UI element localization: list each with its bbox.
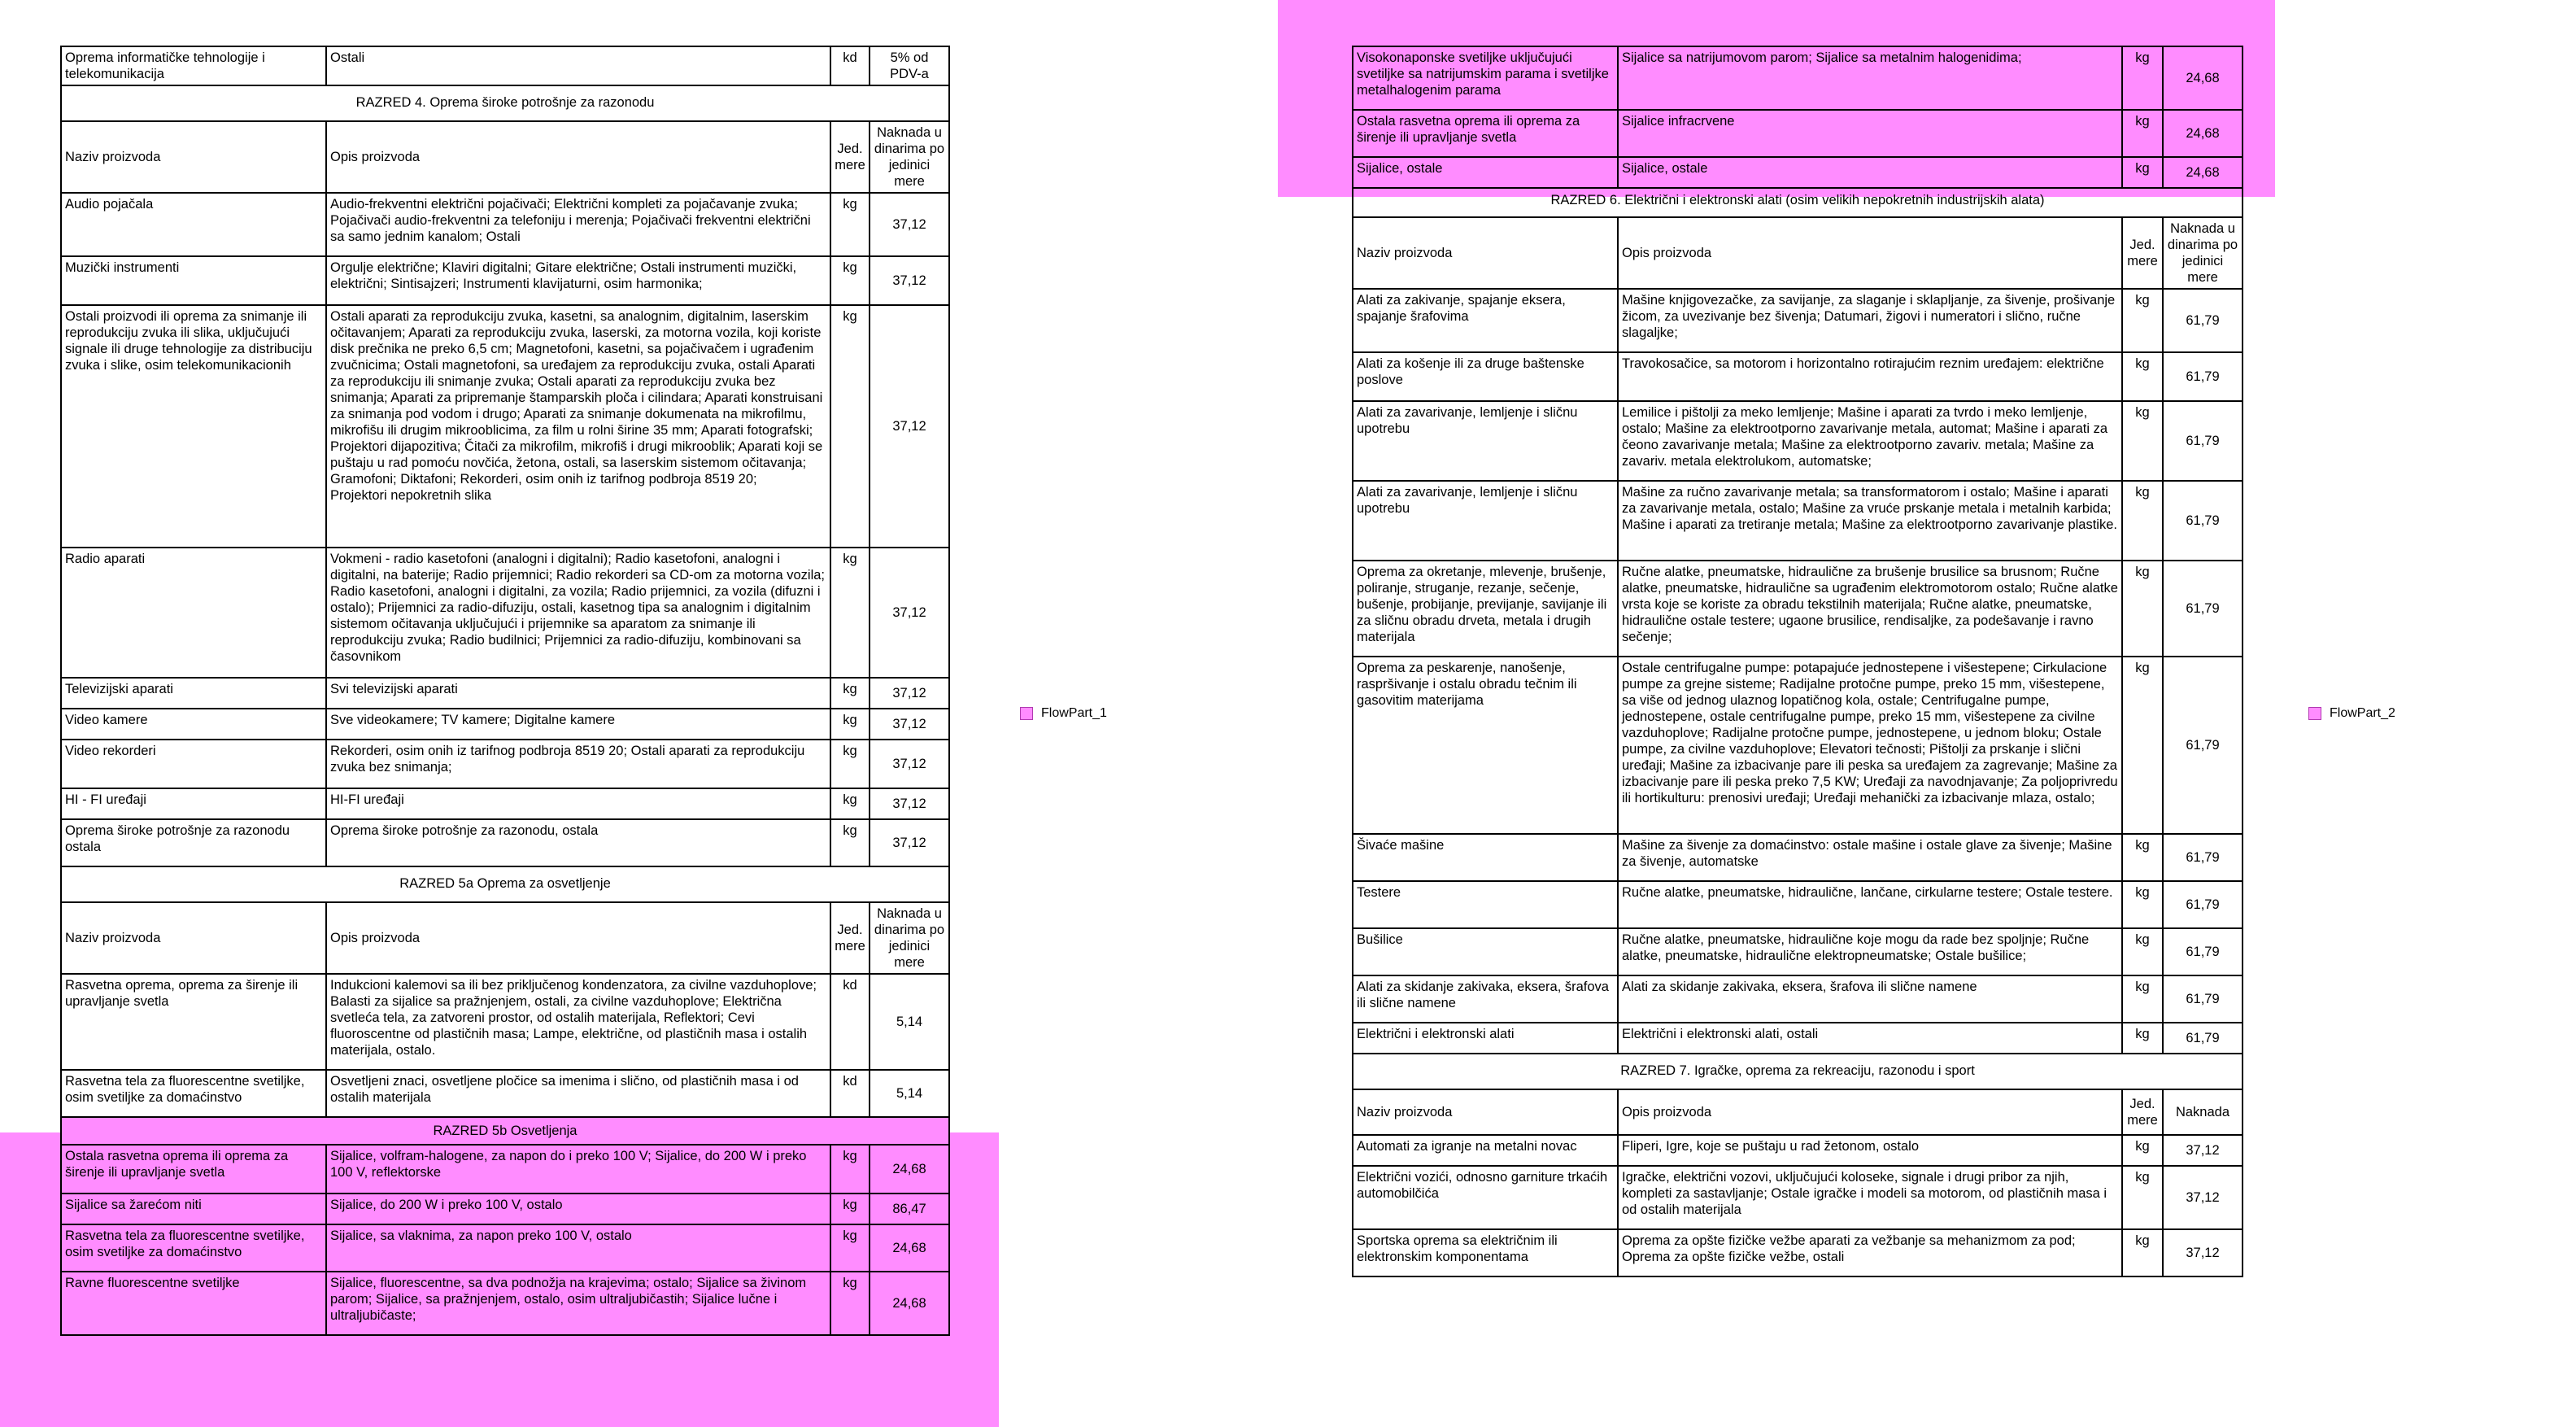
product-desc: Alati za skidanje zakivaka, eksera, šrafova ili slične namene <box>1618 975 2122 1023</box>
product-name: Oprema za okretanje, mlevenje, brušenje, poliranje, struganje, rezanje, sečenje, bušenje, probijanje, previjanje, savijanje ili za sličnu obradu drveta, metala i drugih materijala <box>1353 561 1618 657</box>
product-desc: Sijalice, do 200 W i preko 100 V, ostalo <box>326 1194 830 1224</box>
product-unit: kg <box>2122 881 2163 928</box>
header-desc: Opis proizvoda <box>326 121 830 193</box>
header-unit: Jed. mere <box>2122 217 2163 289</box>
product-name: Sijalice, ostale <box>1353 157 1618 188</box>
table-row <box>61 819 949 866</box>
section-title: RAZRED 5b Osvetljenja <box>61 1117 949 1145</box>
product-desc: Rekorderi, osim onih iz tarifnog podbroja 8519 20; Ostali aparati za reprodukciju zvuka bez snimanja; <box>326 740 830 788</box>
header-row <box>61 121 949 193</box>
product-unit: kg <box>2122 157 2163 188</box>
product-desc: Svi televizijski aparati <box>326 678 830 709</box>
product-unit: kg <box>2122 975 2163 1023</box>
section-title: RAZRED 7. Igračke, oprema za rekreaciju, razonodu i sport <box>1353 1054 2243 1089</box>
product-unit: kg <box>830 788 870 819</box>
header-name: Naziv proizvoda <box>61 902 326 974</box>
right-page <box>1352 46 2242 1277</box>
right-page-table <box>1352 46 2243 1277</box>
product-unit: kd <box>830 974 870 1070</box>
product-fee: 61,79 <box>2163 289 2243 352</box>
product-unit: kg <box>2122 1166 2163 1229</box>
product-name: Ostala rasvetna oprema ili oprema za širenje ili upravljanje svetla <box>1353 110 1618 157</box>
product-fee: 37,12 <box>870 740 949 788</box>
header-unit: Jed. mere <box>2122 1089 2163 1135</box>
product-name: Sijalice sa žarećom niti <box>61 1194 326 1224</box>
product-name: HI - FI uređaji <box>61 788 326 819</box>
table-row <box>1353 401 2243 481</box>
legend-swatch <box>1020 707 1033 720</box>
product-name: Muzički instrumenti <box>61 256 326 305</box>
product-desc: Indukcioni kalemovi sa ili bez priključenog kondenzatora, za civilne vazduhoplove; Balasti za sijalice sa pražnjenjem, ostali, za civilne vazduhoplove; Električna svetleća tela, za zatvoreni prostor, od ostalih materijala, Reflektori; Cevi fluoroscentne od plastičnih masa; Lampe, električne, od plastičnih masa i ostalih materijala, ostalo. <box>326 974 830 1070</box>
product-unit: kg <box>2122 46 2163 110</box>
table-row <box>61 709 949 740</box>
product-fee: 37,12 <box>870 678 949 709</box>
product-name: Video rekorderi <box>61 740 326 788</box>
product-desc: Oprema za opšte fizičke vežbe aparati za vežbanje sa mehanizmom za pod; Oprema za opšte fizičke vežbe, ostali <box>1618 1229 2122 1276</box>
product-unit: kd <box>830 1070 870 1117</box>
product-unit: kg <box>830 548 870 678</box>
table-row <box>61 678 949 709</box>
header-name: Naziv proizvoda <box>1353 217 1618 289</box>
product-unit: kg <box>2122 1229 2163 1276</box>
product-desc: Lemilice i pištolji za meko lemljenje; Mašine i aparati za tvrdo i meko lemljenje, ostalo; Mašine za elektrootporno zavarivanje metala, automat; Mašine i aparati za čeono zavarivanje metala; Mašine za elektrootporno zavariv. metala; Mašine za zavariv. metala elektrolukom, automatske; <box>1618 401 2122 481</box>
legend-flowpart-1 <box>1020 706 1107 721</box>
product-desc: Igračke, električni vozovi, uključujući koloseke, signale i drugi pribor za njih, kompleti za sastavljanje; Ostale igračke i modeli sa motorom, od plastičnih masa i od ostalih materijala <box>1618 1166 2122 1229</box>
product-fee: 37,12 <box>870 788 949 819</box>
product-fee: 37,12 <box>870 709 949 740</box>
table-row <box>61 1224 949 1272</box>
table-row <box>1353 46 2243 110</box>
product-fee: 61,79 <box>2163 352 2243 401</box>
product-desc: HI-FI uređaji <box>326 788 830 819</box>
product-desc: Audio-frekventni električni pojačivači; Električni kompleti za pojačavanje zvuka; Pojačivači audio-frekventni za telefoniju i merenja; Pojačivači frekventni električni sa samo jednim kanalom; Ostali <box>326 193 830 256</box>
table-row <box>61 256 949 305</box>
table-row <box>1353 289 2243 352</box>
product-fee: 24,68 <box>2163 157 2243 188</box>
product-unit: kg <box>830 305 870 548</box>
table-row <box>1353 157 2243 188</box>
product-desc: Ručne alatke, pneumatske, hidraulične za brušenje brusilice sa brusnom; Ručne alatke, pneumatske, hidraulične sa ugrađenim elektromotorom ostalo; Ručne alatke vrsta koje se koriste za obradu tekstilnih materijala; Ručne alatke, pneumatske, hidraulične ostale testere; ugaone brusilice, rendisaljke, za podešavanje i ravno sečenje; <box>1618 561 2122 657</box>
product-fee: 61,79 <box>2163 561 2243 657</box>
product-desc: Mašine knjigovezačke, za savijanje, za slaganje i sklapljanje, za šivenje, prošivanje žicom, za uvezivanje bez šivenja; Datumari, žigovi i numeratori i slično, ručne slagaljke; <box>1618 289 2122 352</box>
product-desc: Fliperi, Igre, koje se puštaju u rad žetonom, ostalo <box>1618 1135 2122 1166</box>
product-desc: Ručne alatke, pneumatske, hidraulične, lančane, cirkularne testere; Ostale testere. <box>1618 881 2122 928</box>
table-row <box>61 46 949 85</box>
product-fee: 86,47 <box>870 1194 949 1224</box>
product-desc: Sijalice, fluorescentne, sa dva podnožja na krajevima; ostalo; Sijalice sa živinom parom; Sijalice, sa pražnjenjem, ostalo, osim ultraljubičastih; Sijalice lučne i ultraljubičaste; <box>326 1272 830 1335</box>
product-fee: 5,14 <box>870 974 949 1070</box>
product-unit: kg <box>830 193 870 256</box>
product-unit: kg <box>2122 834 2163 881</box>
product-name: Automati za igranje na metalni novac <box>1353 1135 1618 1166</box>
product-unit: kg <box>830 256 870 305</box>
product-desc: Travokosačice, sa motorom i horizontalno rotirajućim reznim uređajem: električne <box>1618 352 2122 401</box>
product-desc <box>326 305 830 548</box>
header-fee: Naknada u dinarima po jedinici mere <box>870 902 949 974</box>
product-unit: kg <box>830 819 870 866</box>
product-desc: Sijalice, volfram-halogene, za napon do i preko 100 V; Sijalice, do 200 W i preko 100 V, reflektorske <box>326 1145 830 1194</box>
header-unit: Jed. mere <box>830 902 870 974</box>
header-row <box>61 902 949 974</box>
product-unit: kg <box>830 709 870 740</box>
product-unit: kg <box>830 1145 870 1194</box>
left-page-table <box>60 46 950 1336</box>
product-desc: Oprema široke potrošnje za razonodu, ostala <box>326 819 830 866</box>
legend-label: FlowPart_2 <box>2330 706 2395 720</box>
product-unit: kg <box>2122 289 2163 352</box>
section-title: RAZRED 4. Oprema široke potrošnje za razonodu <box>61 85 949 121</box>
section-title: RAZRED 5a Oprema za osvetljenje <box>61 866 949 902</box>
product-unit: kg <box>830 1194 870 1224</box>
product-name: Oprema informatičke tehnologije i telekomunikacija <box>61 46 326 85</box>
product-name: Alati za košenje ili za druge baštenske poslove <box>1353 352 1618 401</box>
product-desc: Ručne alatke, pneumatske, hidraulične koje mogu da rade bez spoljnje; Ručne alatke, pneumatske, hidraulične elektropneumatske; Ostale bušilice; <box>1618 928 2122 975</box>
table-row <box>61 1145 949 1194</box>
product-fee: 37,12 <box>2163 1229 2243 1276</box>
table-row <box>1353 881 2243 928</box>
table-row <box>1353 561 2243 657</box>
header-row <box>1353 217 2243 289</box>
product-fee: 37,12 <box>870 819 949 866</box>
product-name: Sportska oprema sa električnim ili elektronskim komponentama <box>1353 1229 1618 1276</box>
product-fee: 24,68 <box>2163 46 2243 110</box>
product-fee: 5% od PDV-a <box>870 46 949 85</box>
product-desc: Sijalice infracrvene <box>1618 110 2122 157</box>
table-row <box>1353 481 2243 561</box>
product-fee: 24,68 <box>870 1145 949 1194</box>
product-fee: 61,79 <box>2163 975 2243 1023</box>
table-row <box>1353 657 2243 834</box>
table-row <box>61 305 949 548</box>
product-name: Električni vozići, odnosno garniture trkaćih automobilčića <box>1353 1166 1618 1229</box>
header-name: Naziv proizvoda <box>1353 1089 1618 1135</box>
header-name: Naziv proizvoda <box>61 121 326 193</box>
product-fee: 61,79 <box>2163 1023 2243 1054</box>
header-row <box>1353 1089 2243 1135</box>
product-fee: 24,68 <box>2163 110 2243 157</box>
table-row <box>1353 1135 2243 1166</box>
product-name: Visokonaponske svetiljke uključujući svetiljke sa natrijumskim parama i svetiljke metalhalogenim parama <box>1353 46 1618 110</box>
table-row <box>61 193 949 256</box>
product-fee: 24,68 <box>870 1272 949 1335</box>
product-desc: Sijalice, ostale <box>1618 157 2122 188</box>
table-row <box>61 1070 949 1117</box>
product-fee: 61,79 <box>2163 401 2243 481</box>
product-name: Televizijski aparati <box>61 678 326 709</box>
product-name: Ostala rasvetna oprema ili oprema za širenje ili upravljanje svetla <box>61 1145 326 1194</box>
product-name: Alati za zakivanje, spajanje eksera, spajanje šrafovima <box>1353 289 1618 352</box>
table-row <box>61 788 949 819</box>
product-fee: 37,12 <box>870 256 949 305</box>
product-unit: kg <box>2122 352 2163 401</box>
table-row <box>61 1194 949 1224</box>
product-name: Alati za zavarivanje, lemljenje i sličnu upotrebu <box>1353 481 1618 561</box>
product-desc: Mašine za šivenje za domaćinstvo: ostale mašine i ostale glave za šivenje; Mašine za šivenje, automatske <box>1618 834 2122 881</box>
product-name: Rasvetna tela za fluorescentne svetiljke, osim svetiljke za domaćinstvo <box>61 1070 326 1117</box>
product-desc: Osvetljeni znaci, osvetljene pločice sa imenima i slično, od plastičnih masa i od ostalih materijala <box>326 1070 830 1117</box>
product-desc-extra: Projektori nepokretnih slika <box>330 488 492 503</box>
table-row <box>61 1272 949 1335</box>
table-row <box>1353 975 2243 1023</box>
product-desc: Sijalice sa natrijumovom parom; Sijalice sa metalnim halogenidima; <box>1618 46 2122 110</box>
header-fee: Naknada u dinarima po jedinici mere <box>2163 217 2243 289</box>
product-fee: 5,14 <box>870 1070 949 1117</box>
table-row <box>1353 1166 2243 1229</box>
product-fee: 61,79 <box>2163 834 2243 881</box>
header-fee: Naknada u dinarima po jedinici mere <box>870 121 949 193</box>
product-desc-text: Ostali aparati za reprodukciju zvuka, kasetni, sa analognim, digitalnim, laserskim očitavanjem; Aparati za reprodukciju zvuka, laserski, za motorna vozila, koji koriste disk prečnika ne preko 6,5 cm; Magnetofoni, kasetni, sa pojačivačem i ugrađenim zvučnicima; Ostali magnetofoni, sa uređajem za reprodukciju zvuka, ostali Aparati za reprodukciju ili snimanje zvuka; Ostali aparati za reprodukciju zvuka bez snimanja; Aparati za pripremanje štamparskih ploča i cilindara; Aparati konstruisani za snimanja pod vodom i drugo; Aparati za snimanje dokumenata na mikrofilmu, mikrofišu ili drugim mikrooblicima, za film u rolni širine 35 mm; Aparati fotografski; Projektori dijapozitiva; Čitači za mikrofilm, mikrofiš i drugi mikrooblik; Aparati koji se puštaju u rad pomoću novčića, žetona, ostali, sa laserskim sistemom očitavanja; Gramofoni; Diktafoni; Rekorderi, osim onih iz tarifnog podbroja 8519 20; <box>330 309 823 487</box>
product-fee: 61,79 <box>2163 481 2243 561</box>
product-name: Šivaće mašine <box>1353 834 1618 881</box>
product-name: Električni i elektronski alati <box>1353 1023 1618 1054</box>
table-row <box>1353 928 2243 975</box>
product-desc: Sve videokamere; TV kamere; Digitalne kamere <box>326 709 830 740</box>
product-unit: kg <box>2122 1135 2163 1166</box>
header-desc: Opis proizvoda <box>326 902 830 974</box>
product-desc: Ostale centrifugalne pumpe: potapajuće jednostepene i višestepene; Cirkulacione pumpe za grejne sisteme; Radijalne protočne pumpe, preko 15 mm, višestepene, sa više od jednog ulaznog lopatičnog kola, ostale; Centrifugalne pumpe, jednostepene, ostale centrifugalne pumpe, preko 15 mm, višestepene za civilne vazduhoplove; Radijalne protočne pumpe, jednostepene, u jednom bloku; Ostale pumpe, za civilne vazduhoplove; Elevatori tečnosti; Pištolji za prskanje i slični uređaji; Mašine za izbacivanje pare ili peska sa uređajem za zagrevanje; Mašine za izbacivanje pare ili peska preko 7,5 KW; Uređaji za navodnjavanje; Za poljoprivredu ili hortikulturu: prenosivi uređaji; Uređaji mehanički za izbacivanje mlaza, ostalo; <box>1618 657 2122 834</box>
product-unit: kg <box>2122 1023 2163 1054</box>
product-fee: 37,12 <box>2163 1135 2243 1166</box>
product-unit: kg <box>2122 657 2163 834</box>
table-row <box>1353 352 2243 401</box>
product-fee: 24,68 <box>870 1224 949 1272</box>
product-unit: kg <box>830 678 870 709</box>
product-unit: kg <box>2122 561 2163 657</box>
product-unit: kg <box>2122 481 2163 561</box>
product-desc: Ostali <box>326 46 830 85</box>
header-unit: Jed. mere <box>830 121 870 193</box>
product-name: Oprema široke potrošnje za razonodu ostala <box>61 819 326 866</box>
header-fee: Naknada <box>2163 1089 2243 1135</box>
section-title: RAZRED 6. Električni i elektronski alati (osim velikih nepokretnih industrijskih alata) <box>1353 188 2243 217</box>
product-unit: kg <box>830 740 870 788</box>
product-name: Alati za skidanje zakivaka, eksera, šrafova ili slične namene <box>1353 975 1618 1023</box>
left-page <box>60 46 948 1336</box>
product-unit: kg <box>830 1272 870 1335</box>
product-fee: 37,12 <box>870 548 949 678</box>
header-desc: Opis proizvoda <box>1618 217 2122 289</box>
table-row <box>1353 110 2243 157</box>
product-unit: kg <box>2122 110 2163 157</box>
product-name: Ostali proizvodi ili oprema za snimanje ili reprodukciju zvuka ili slika, uključujući signale ili druge tehnologije za distribuciju zvuka i slike, osim telekomunikacionih <box>61 305 326 548</box>
legend-swatch <box>2308 707 2321 720</box>
product-fee: 37,12 <box>870 193 949 256</box>
product-fee: 61,79 <box>2163 928 2243 975</box>
product-name: Ravne fluorescentne svetiljke <box>61 1272 326 1335</box>
product-desc: Vokmeni - radio kasetofoni (analogni i digitalni); Radio kasetofoni, analogni i digitalni, na baterije; Radio prijemnici; Radio rekorderi sa CD-om za motorna vozila; Radio kasetofoni, analogni i digitalni, za vozila; Radio prijemnici, za vozila (difuzni i ostalo); Prijemnici za radio-difuziju, ostali, kasetnog tipa sa analognim i digitalnim sistemom očitavanja uključujući i prijemnike sa aparatom za snimanje ili reprodukciju zvuka; Radio budilnici; Prijemnici za radio-difuziju, kombinovani sa časovnikom <box>326 548 830 678</box>
table-row <box>61 740 949 788</box>
product-name: Radio aparati <box>61 548 326 678</box>
product-name: Alati za zavarivanje, lemljenje i sličnu upotrebu <box>1353 401 1618 481</box>
product-desc: Sijalice, sa vlaknima, za napon preko 100 V, ostalo <box>326 1224 830 1272</box>
table-row <box>1353 1229 2243 1276</box>
header-desc: Opis proizvoda <box>1618 1089 2122 1135</box>
product-unit: kg <box>2122 928 2163 975</box>
product-name: Testere <box>1353 881 1618 928</box>
product-unit: kd <box>830 46 870 85</box>
table-row <box>1353 1023 2243 1054</box>
product-name: Audio pojačala <box>61 193 326 256</box>
product-name: Oprema za peskarenje, nanošenje, raspršivanje i ostalu obradu tečnim ili gasovitim materijama <box>1353 657 1618 834</box>
product-desc: Orgulje električne; Klaviri digitalni; Gitare električne; Ostali instrumenti muzički, električni; Sintisajzeri; Instrumenti klavijaturni, osim harmonika; <box>326 256 830 305</box>
product-name: Bušilice <box>1353 928 1618 975</box>
product-fee: 37,12 <box>870 305 949 548</box>
product-fee: 61,79 <box>2163 881 2243 928</box>
product-name: Rasvetna oprema, oprema za širenje ili upravljanje svetla <box>61 974 326 1070</box>
product-unit: kg <box>830 1224 870 1272</box>
product-desc: Električni i elektronski alati, ostali <box>1618 1023 2122 1054</box>
product-name: Video kamere <box>61 709 326 740</box>
legend-label: FlowPart_1 <box>1041 706 1107 720</box>
table-row <box>1353 834 2243 881</box>
table-row <box>61 548 949 678</box>
product-unit: kg <box>2122 401 2163 481</box>
legend-flowpart-2 <box>2308 706 2395 721</box>
table-row <box>61 974 949 1070</box>
product-desc: Mašine za ručno zavarivanje metala; sa transformatorom i ostalo; Mašine i aparati za zavarivanje metala, ostalo; Mašine za vruće prskanje metala i metalnih karbida; Mašine i aparati za tretiranje metala; Mašine za elektrootporno zavarivanje plastike. <box>1618 481 2122 561</box>
product-fee: 61,79 <box>2163 657 2243 834</box>
product-fee: 37,12 <box>2163 1166 2243 1229</box>
product-name: Rasvetna tela za fluorescentne svetiljke, osim svetiljke za domaćinstvo <box>61 1224 326 1272</box>
